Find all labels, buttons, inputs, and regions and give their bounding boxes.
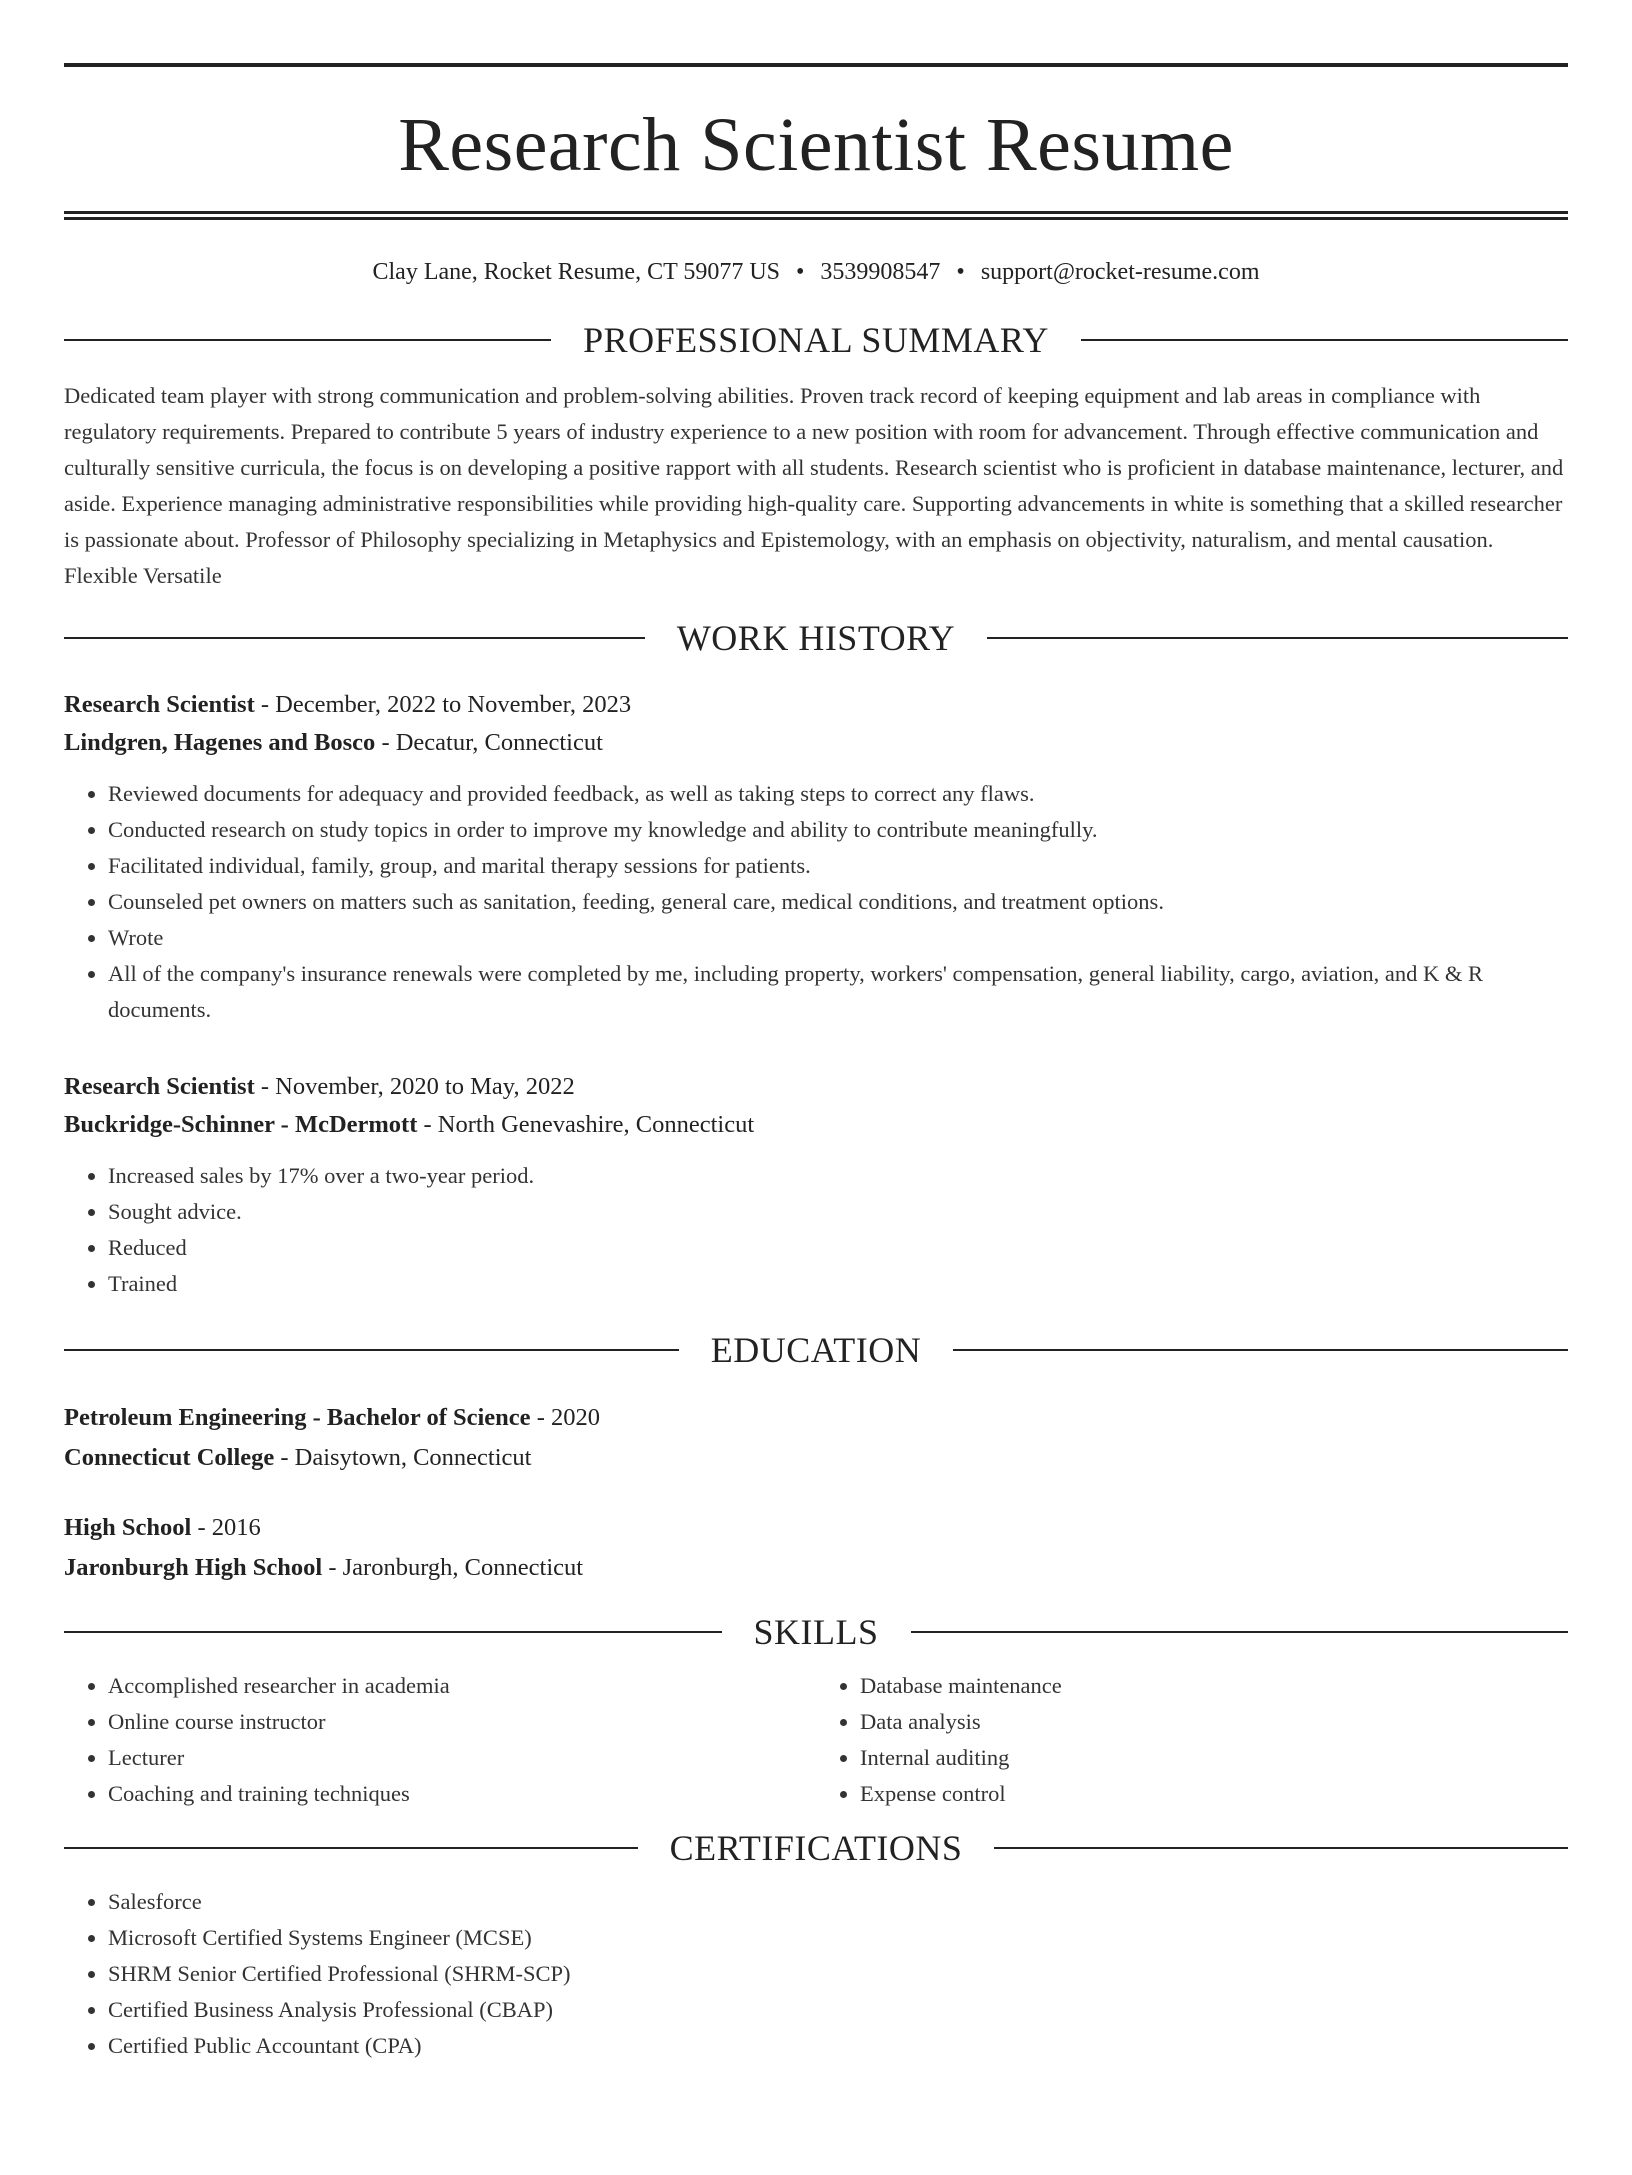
list-item: • Certified Public Accountant (CPA)	[108, 2028, 1568, 2064]
list-item: • Internal auditing	[860, 1740, 1568, 1776]
job-bullets	[64, 776, 1568, 1028]
section-rule-left	[64, 1631, 722, 1633]
contact-line	[64, 256, 1568, 288]
skills-columns	[64, 1654, 1568, 1812]
education-school-line	[64, 1548, 1568, 1588]
section-rule-left	[64, 1349, 679, 1351]
certifications-list	[64, 1884, 1568, 2064]
list-item: • Microsoft Certified Systems Engineer (MCSE)	[108, 1920, 1568, 1956]
title-double-rule	[64, 211, 1568, 220]
list-item: • Reviewed documents for adequacy and provided feedback, as well as taking steps to correct any flaws.	[108, 776, 1568, 812]
education-entry	[64, 1398, 1568, 1478]
education-location: - Daisytown, Connecticut	[274, 1444, 532, 1471]
job-entry	[64, 686, 1568, 1028]
education-location: - Jaronburgh, Connecticut	[322, 1554, 584, 1581]
education-year: - 2020	[530, 1404, 600, 1431]
job-title-line	[64, 1068, 1568, 1106]
section-rule-right	[987, 637, 1568, 639]
list-item: • Increased sales by 17% over a two-year period.	[108, 1158, 1568, 1194]
section-header-education	[64, 1328, 1568, 1372]
job-title-line	[64, 686, 1568, 724]
section-rule-right	[994, 1847, 1568, 1849]
education-school: Jaronburgh High School	[64, 1554, 323, 1581]
job-company-line	[64, 1106, 1568, 1144]
list-item: • Database maintenance	[860, 1668, 1568, 1704]
contact-phone: 3539908547	[820, 259, 941, 285]
education-degree-line	[64, 1398, 1568, 1438]
section-rule-left	[64, 1847, 638, 1849]
section-rule-left	[64, 339, 551, 341]
list-item: • Expense control	[860, 1776, 1568, 1812]
list-item: • Data analysis	[860, 1704, 1568, 1740]
list-item: • Certified Business Analysis Professional (CBAP)	[108, 1992, 1568, 2028]
education-entry	[64, 1508, 1568, 1588]
job-company: Buckridge-Schinner - McDermott	[64, 1111, 418, 1138]
contact-address: Clay Lane, Rocket Resume, CT 59077 US	[372, 259, 780, 285]
job-bullets	[64, 1158, 1568, 1302]
section-header-summary	[64, 318, 1568, 362]
list-item: • Online course instructor	[108, 1704, 816, 1740]
summary-paragraph: Dedicated team player with strong communication and problem-solving abilities. Proven track record of keeping equipment and lab areas in compliance with regulatory requirements. Prepared to contribute 5 years of industry experience to a new position with room for advancement. Through effective communication and culturally sensitive curricula, the focus is on developing a positive rapport with all students. Research scientist who is proficient in database maintenance, lecturer, and aside. Experience managing administrative responsibilities while providing high-quality care. Supporting advancements in white is something that a skilled researcher is passionate about. Professor of Philosophy specializing in Metaphysics and Epistemology, with an emphasis on objectivity, naturalism, and mental causation. Flexible Versatile	[64, 383, 1564, 588]
job-title: Research Scientist	[64, 1073, 255, 1100]
contact-email: support@rocket-resume.com	[980, 259, 1260, 285]
list-item: • SHRM Senior Certified Professional (SHRM-SCP)	[108, 1956, 1568, 1992]
list-item: • Lecturer	[108, 1740, 816, 1776]
list-item: • Wrote	[108, 920, 1568, 956]
list-item: • Salesforce	[108, 1884, 1568, 1920]
list-item: • Facilitated individual, family, group, and marital therapy sessions for patients.	[108, 848, 1568, 884]
job-dates: - November, 2020 to May, 2022	[254, 1073, 575, 1100]
section-header-work	[64, 616, 1568, 660]
section-title-education: EDUCATION	[710, 1330, 922, 1370]
contact-separator: •	[956, 259, 965, 285]
list-item: • Trained	[108, 1266, 1568, 1302]
resume-title: Research Scientist Resume	[398, 103, 1234, 187]
skills-list-right	[816, 1668, 1568, 1812]
section-title-certifications: CERTIFICATIONS	[669, 1828, 963, 1868]
job-location: - North Genevashire, Connecticut	[417, 1111, 755, 1138]
education-year: - 2016	[191, 1514, 261, 1541]
section-title-skills: SKILLS	[753, 1612, 879, 1652]
job-location: - Decatur, Connecticut	[375, 729, 603, 756]
education-school-line	[64, 1438, 1568, 1478]
top-rule	[64, 63, 1568, 67]
job-company-line	[64, 724, 1568, 762]
list-item: • All of the company's insurance renewals were completed by me, including property, workers' compensation, general liability, cargo, aviation, and K & R documents.	[108, 956, 1568, 1028]
education-degree: Petroleum Engineering - Bachelor of Science	[64, 1404, 531, 1431]
job-title: Research Scientist	[64, 691, 255, 718]
section-rule-right	[1081, 339, 1568, 341]
education-degree: High School	[64, 1514, 192, 1541]
job-dates: - December, 2022 to November, 2023	[254, 691, 632, 718]
list-item: • Conducted research on study topics in order to improve my knowledge and ability to contribute meaningfully.	[108, 812, 1568, 848]
list-item: • Coaching and training techniques	[108, 1776, 816, 1812]
contact-separator: •	[796, 259, 805, 285]
job-entry	[64, 1068, 1568, 1302]
resume-page	[0, 63, 1632, 2175]
list-item: • Counseled pet owners on matters such as sanitation, feeding, general care, medical conditions, and treatment options.	[108, 884, 1568, 920]
section-title-summary: PROFESSIONAL SUMMARY	[583, 320, 1049, 360]
section-rule-right	[953, 1349, 1568, 1351]
education-school: Connecticut College	[64, 1444, 275, 1471]
section-rule-right	[911, 1631, 1569, 1633]
list-item: • Reduced	[108, 1230, 1568, 1266]
job-company: Lindgren, Hagenes and Bosco	[64, 729, 376, 756]
skills-list-left	[64, 1668, 816, 1812]
education-degree-line	[64, 1508, 1568, 1548]
section-header-skills	[64, 1610, 1568, 1654]
section-rule-left	[64, 637, 645, 639]
list-item: • Sought advice.	[108, 1194, 1568, 1230]
section-header-certifications	[64, 1826, 1568, 1870]
section-title-work: WORK HISTORY	[676, 618, 956, 658]
list-item: • Accomplished researcher in academia	[108, 1668, 816, 1704]
